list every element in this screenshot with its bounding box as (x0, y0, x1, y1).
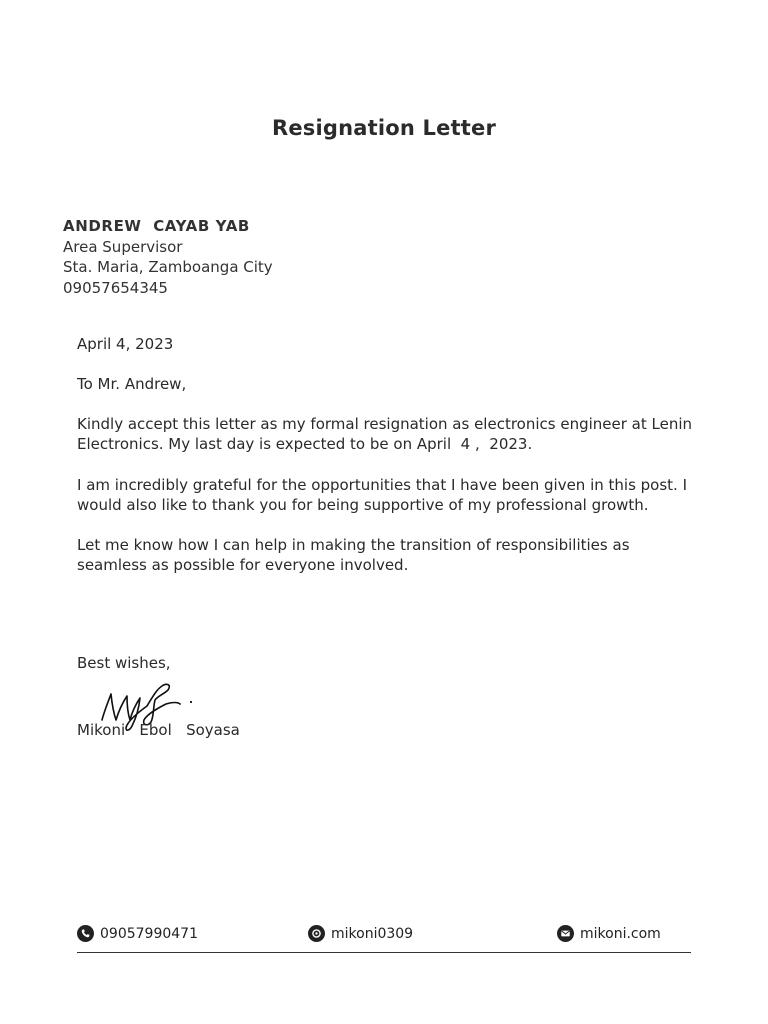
footer-phone (77, 925, 198, 942)
footer-website-text: mikoni.com (580, 925, 661, 942)
signer-name: Mikoni Ebol Soyasa (77, 721, 240, 739)
letter-closing: Best wishes, (77, 654, 171, 672)
sender-phone: 09057654345 (63, 278, 168, 297)
document-title: Resignation Letter (271, 116, 497, 140)
sender-block (63, 216, 273, 298)
sender-name: ANDREW CAYAB YAB (63, 217, 250, 235)
sender-address: Sta. Maria, Zamboanga City (63, 258, 273, 276)
letter-paragraph: I am incredibly grateful for the opportunities that I have been given in this post. I would also like to thank you for being supportive of my professional growth. (77, 476, 692, 514)
social-icon (308, 925, 325, 942)
footer-social-text: mikoni0309 (331, 925, 414, 942)
sender-position: Area Supervisor (63, 237, 183, 256)
footer-website (557, 925, 661, 942)
letter-paragraph: Let me know how I can help in making the transition of responsibilities as seamless as possible for everyone involved. (77, 536, 635, 574)
footer-social (308, 925, 413, 942)
letter-date: April 4, 2023 (77, 335, 174, 353)
letter-salutation: To Mr. Andrew, (77, 375, 187, 393)
letter-paragraph: Kindly accept this letter as my formal resignation as electronics engineer at Lenin Electronics. My last day is expected to be on April 4 , 2023. (77, 415, 697, 453)
footer-divider (77, 952, 691, 953)
footer-phone-text: 09057990471 (100, 925, 198, 942)
email-icon (557, 925, 574, 942)
phone-icon (77, 925, 94, 942)
